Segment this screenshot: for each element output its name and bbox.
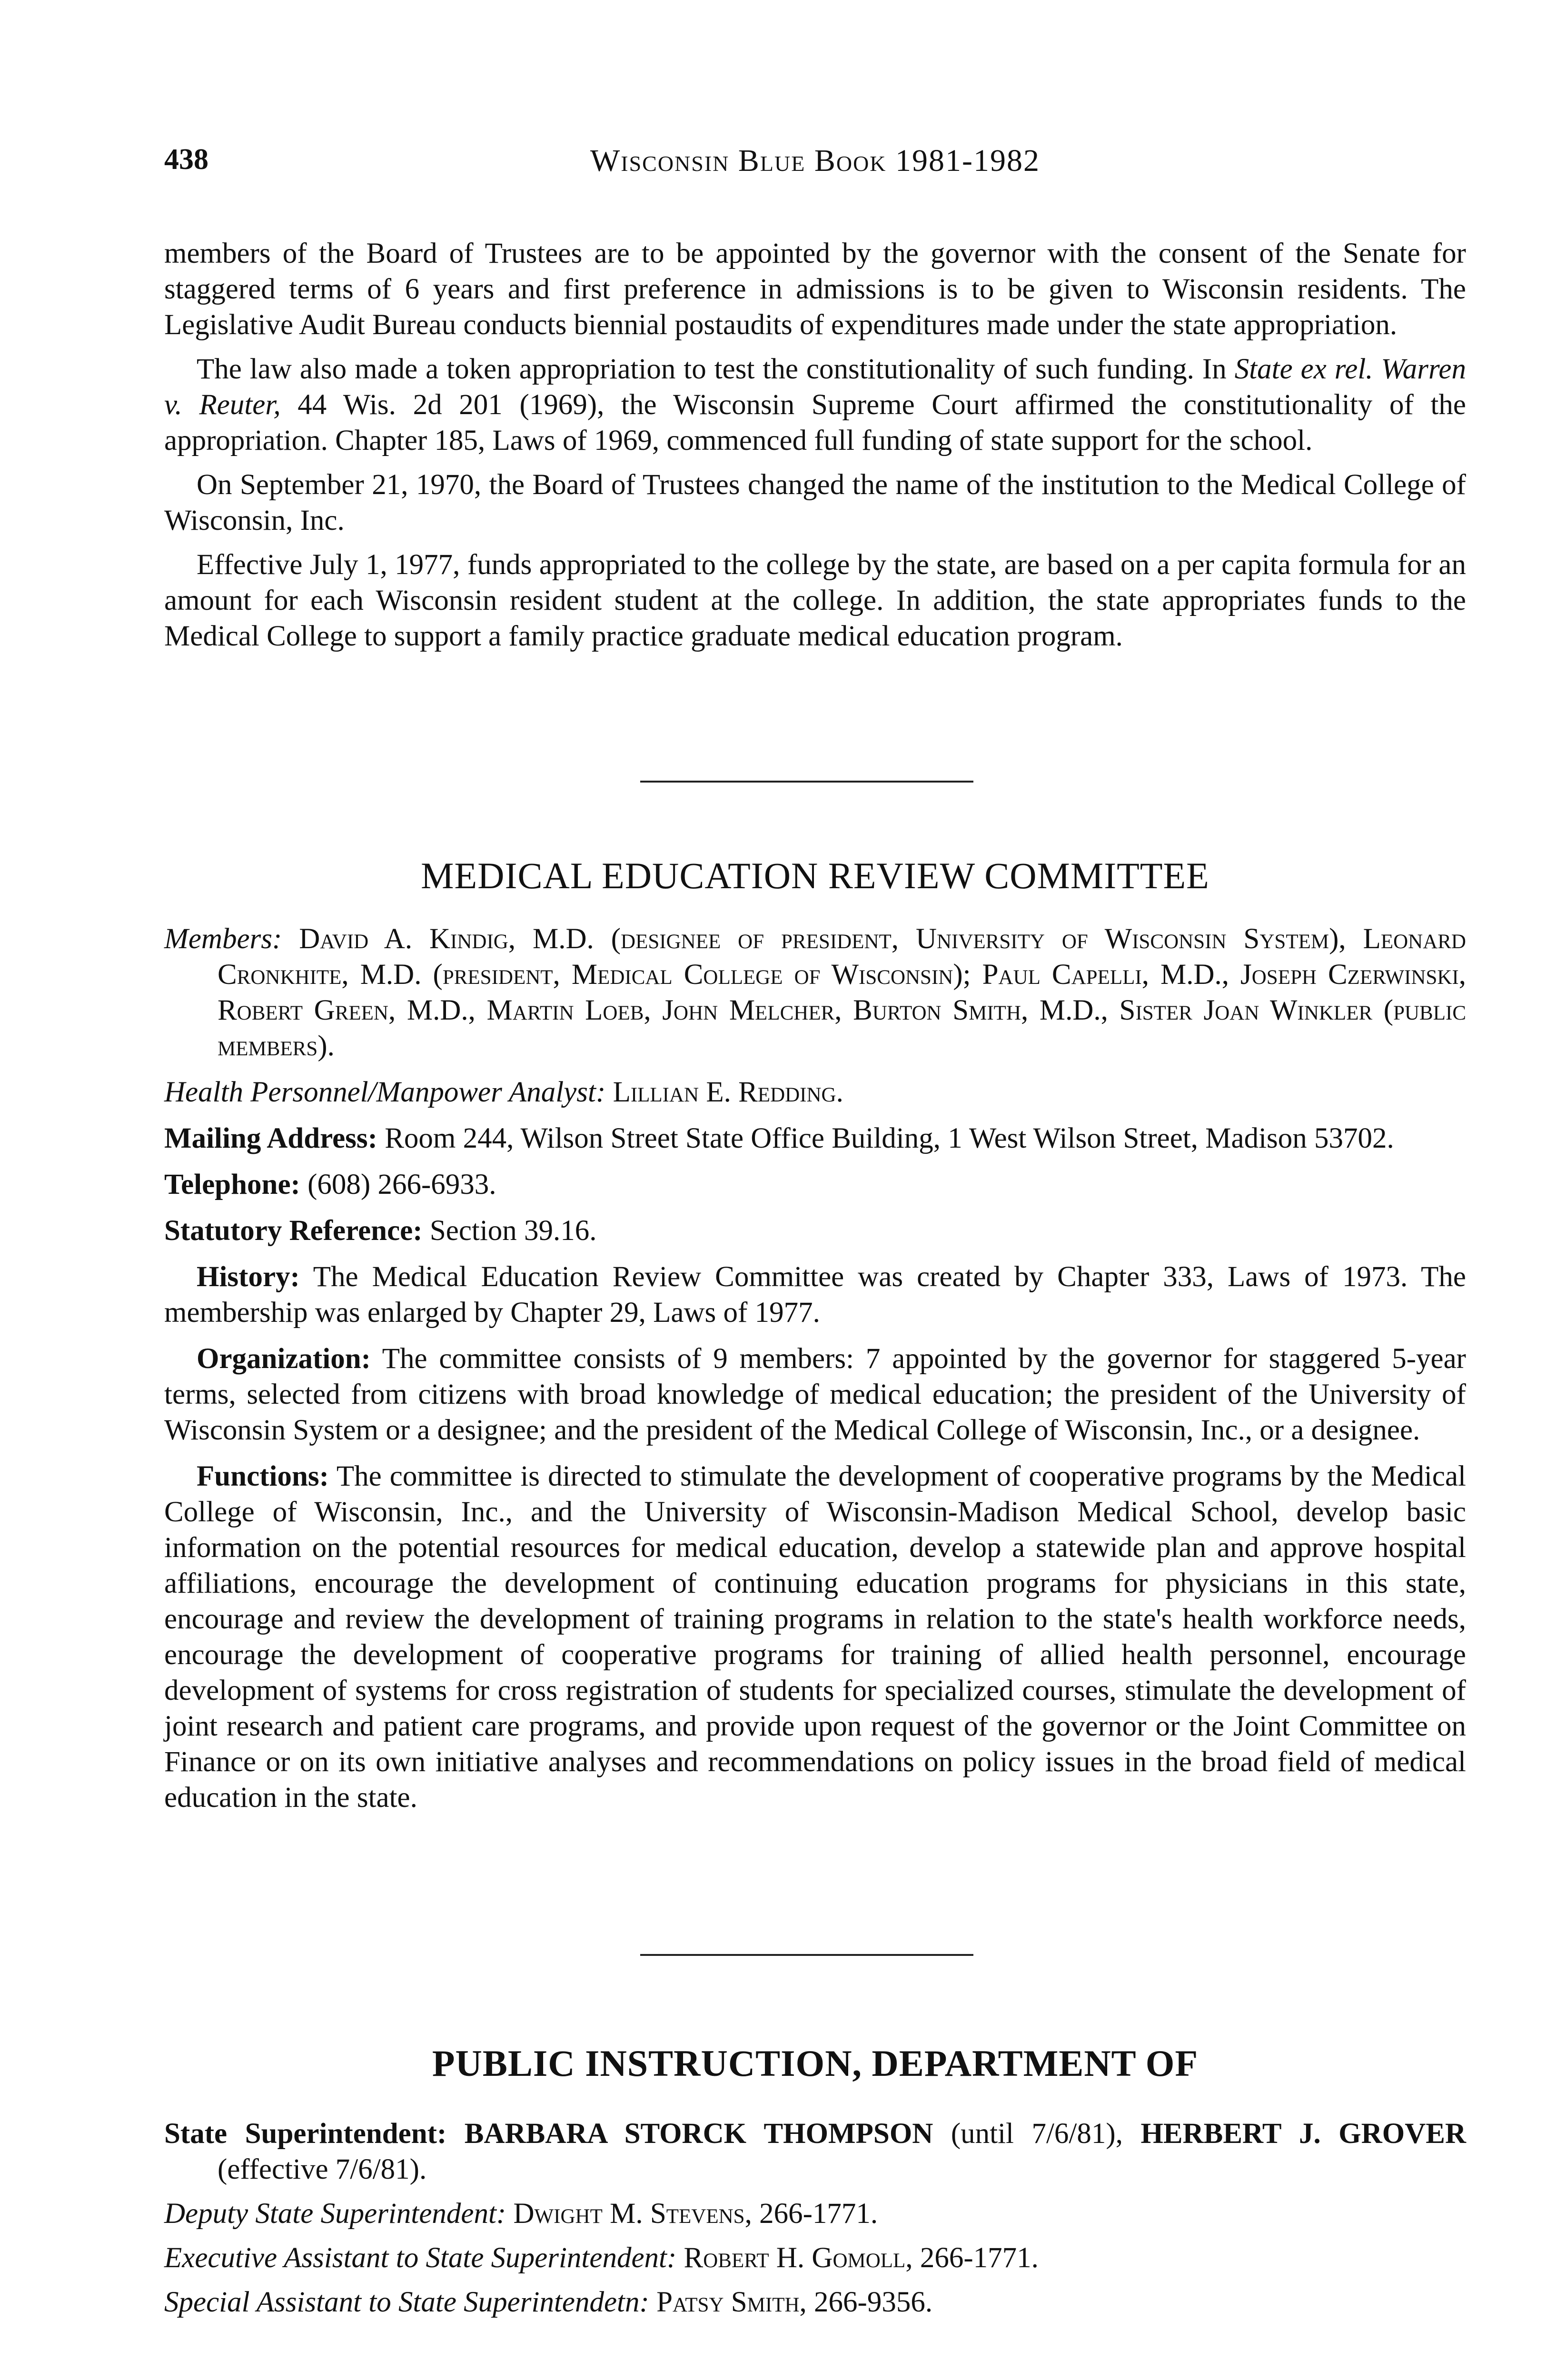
analyst-entry (164, 1074, 1466, 1110)
section-heading-merc: MEDICAL EDUCATION REVIEW COMMITTEE (421, 855, 1209, 896)
history-entry (164, 1259, 1466, 1330)
telephone-text: (608) 266-6933. (307, 1169, 496, 1200)
page-header (164, 143, 1466, 186)
members-entry (164, 921, 1466, 1064)
intro-paragraph-1: members of the Board of Trustees are to be appointed by the governor with the consent of the Senate for staggered terms of 6 years and first preference in admissions is to be given to Wisconsin residents. The Legislative Audit Bureau conducts biennial postaudits of expenditures made under the state appropriation. (164, 238, 1466, 341)
functions-label: Functions: (197, 1460, 329, 1492)
analyst-label: Health Personnel/Manpower Analyst: (164, 1076, 606, 1108)
section-heading-dpi: PUBLIC INSTRUCTION, DEPARTMENT OF (432, 2043, 1199, 2084)
superintendent-entry (164, 2116, 1466, 2187)
statutory-reference-label: Statutory Reference: (164, 1215, 423, 1247)
intro-paragraph-2 (164, 351, 1466, 458)
running-title: Wisconsin Blue Book 1981-1982 (590, 143, 1041, 178)
intro-section (164, 236, 1466, 663)
members-text: David A. Kindig, M.D. (designee of president, University of Wisconsin System), Leonard Cronkhite, M.D. (president, Medical College of Wisconsin); Paul Capelli, M.D., Joseph Czerwinski, Robert Green, M.D., Martin Loeb, John Melcher, Burton Smith, M.D., Sister Joan Winkler (public members). (218, 923, 1466, 1062)
case-citation: State ex rel. Warren v. Reuter, (164, 353, 1466, 421)
organization-text: The committee consists of 9 members: 7 appointed by the governor for staggered 5-year terms, selected from citizens with broad knowledge of medical education; the president of the University of Wisconsin System or a designee; and the president of the Medical College of Wisconsin, Inc., or a designee. (164, 1343, 1466, 1446)
statutory-reference-text: Section 39.16. (429, 1215, 597, 1247)
deputy-entry (164, 2196, 1466, 2231)
dpi-section (164, 2116, 1466, 2329)
intro-paragraph-3: On September 21, 1970, the Board of Trustees changed the name of the institution to the Medical College of Wisconsin, Inc. (164, 469, 1466, 536)
mailing-address-entry (164, 1121, 1466, 1156)
intro-paragraph-2-text-b: 44 Wis. 2d 201 (1969), the Wisconsin Supreme Court affirmed the constitutionality of the appropriation. Chapter 185, Laws of 1969, commenced full funding of state support for the school. (164, 389, 1466, 456)
superintendent-note-2: (effective 7/6/81). (218, 2153, 427, 2185)
special-assistant-text: Patsy Smith, 266-9356. (656, 2286, 933, 2318)
telephone-label: Telephone: (164, 1169, 300, 1200)
page-number: 438 (164, 143, 208, 176)
history-label: History: (197, 1261, 300, 1293)
merc-section (164, 921, 1466, 1826)
superintendent-note-1: (until 7/6/81), (933, 2118, 1141, 2150)
superintendent-label: State Superintendent: (164, 2118, 447, 2150)
executive-assistant-label: Executive Assistant to State Superintendent: (164, 2242, 677, 2274)
special-assistant-entry (164, 2284, 1466, 2320)
statutory-reference-entry (164, 1213, 1466, 1249)
organization-label: Organization: (197, 1343, 371, 1375)
executive-assistant-entry (164, 2240, 1466, 2276)
organization-entry (164, 1341, 1466, 1448)
analyst-name: Lillian E. Redding. (613, 1076, 843, 1108)
special-assistant-label: Special Assistant to State Superintendetn: (164, 2286, 649, 2318)
mailing-address-text: Room 244, Wilson Street State Office Building, 1 West Wilson Street, Madison 53702. (385, 1122, 1394, 1154)
intro-paragraph-4: Effective July 1, 1977, funds appropriated to the college by the state, are based on a per capita formula for an amount for each Wisconsin resident student at the college. In addition, the state appropriates funds to the Medical College to support a family practice graduate medical education program. (164, 549, 1466, 652)
section-divider (640, 1954, 973, 1956)
superintendent-name-1: BARBARA STORCK THOMPSON (464, 2118, 933, 2150)
functions-text: The committee is directed to stimulate the development of cooperative programs by the Medical College of Wisconsin, Inc., and the University of Wisconsin-Madison Medical School, develop basic information on the potential resources for medical education, develop a statewide plan and approve hospital affiliations, encourage the development of continuing education programs for physicians in this state, encourage and review the development of training programs in relation to the state's health workforce needs, encourage the development of cooperative programs for training of allied health personnel, encourage development of systems for cross registration of students for specialized courses, stimulate the development of joint research and patient care programs, and provide upon request of the governor or the Joint Committee on Finance or on its own initiative analyses and recommendations on policy issues in the broad field of medical education in the state. (164, 1460, 1466, 1814)
deputy-text: Dwight M. Stevens, 266-1771. (513, 2198, 878, 2230)
telephone-entry (164, 1167, 1466, 1202)
section-divider (640, 781, 973, 783)
superintendent-name-2: HERBERT J. GROVER (1140, 2118, 1466, 2150)
history-text: The Medical Education Review Committee was created by Chapter 333, Laws of 1973. The membership was enlarged by Chapter 29, Laws of 1977. (164, 1261, 1467, 1329)
executive-assistant-text: Robert H. Gomoll, 266-1771. (684, 2242, 1039, 2274)
functions-entry (164, 1458, 1466, 1815)
mailing-address-label: Mailing Address: (164, 1122, 377, 1154)
deputy-label: Deputy State Superintendent: (164, 2198, 506, 2230)
intro-paragraph-2-text-a: The law also made a token appropriation to test the constitutionality of such funding. In (197, 353, 1235, 385)
members-label: Members: (164, 923, 282, 955)
